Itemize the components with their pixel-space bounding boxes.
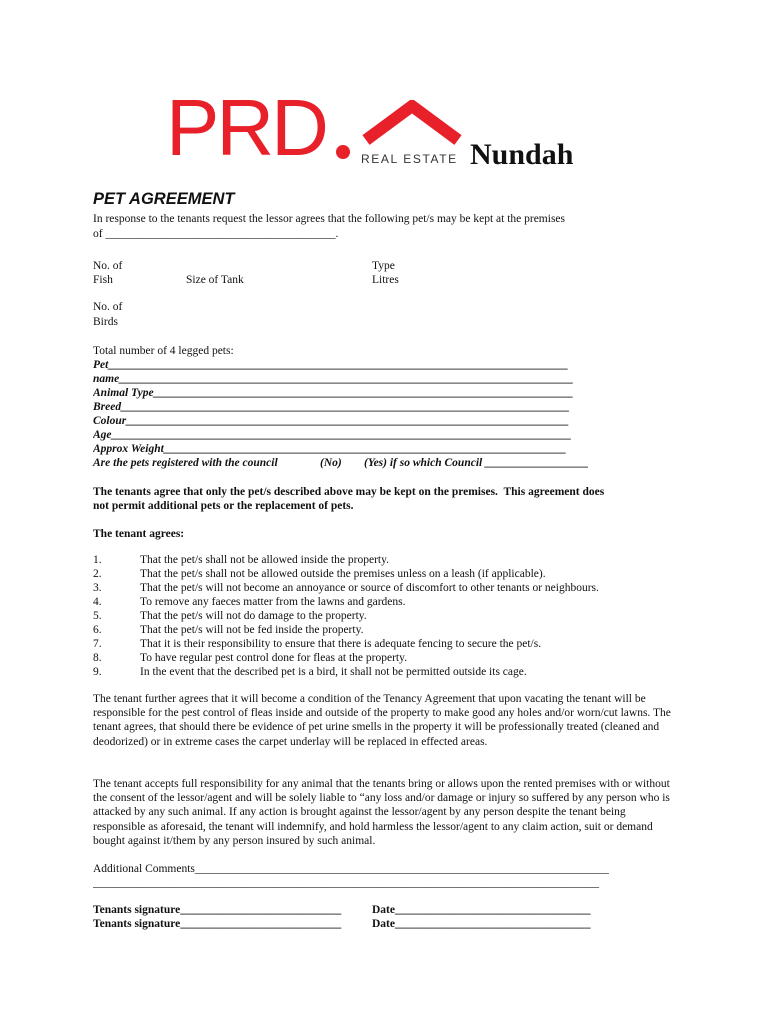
- list-item: That the pet/s shall not be allowed inside the property.: [140, 554, 389, 566]
- list-item-number: 2.: [93, 568, 102, 580]
- approx-weight-field[interactable]: Approx Weight______________________________________________________________________: [93, 443, 567, 455]
- list-item: In the event that the described pet is a bird, it shall not be permitted outside its cage.: [140, 666, 527, 678]
- tenant-signature-field[interactable]: Tenants signature____________________________: [93, 918, 342, 930]
- list-item: That the pet/s will not be fed inside the property.: [140, 624, 364, 636]
- pet-field[interactable]: Pet________________________________________________________________________________: [93, 359, 569, 371]
- birds-label: Birds: [93, 316, 118, 328]
- list-item: That the pet/s will not do damage to the property.: [140, 610, 367, 622]
- agreement-statement-line-1: The tenants agree that only the pet/s described above may be kept on the premises. This agreement does: [93, 486, 605, 498]
- age-field[interactable]: Age________________________________________________________________________________: [93, 429, 572, 441]
- list-item-number: 1.: [93, 554, 102, 566]
- list-item: To have regular pest control done for fleas at the property.: [140, 652, 407, 664]
- animal-type-field[interactable]: Animal Type_________________________________________________________________________: [93, 387, 574, 399]
- house-roof-icon: [360, 100, 470, 150]
- additional-comments-line[interactable]: ________________________________________________________________________________________: [93, 877, 599, 889]
- responsibility-paragraph: The tenant accepts full responsibility for any animal that the tenants bring or allows upon the rented premises with or without the consent of the lessor/agent and will be solely liable to “any loss and/or damage or injury so suffered by any person who is attacked by any such animal. If any action is brought against the lessor/agent by any person despite the tenant being responsible as aforesaid, the tenant will indemnify, and hold harmless the lessor/agent to any claim action, suit or demand bought against it/them by any person insured by such animal.: [93, 778, 670, 847]
- type-label: Type: [372, 260, 395, 272]
- additional-comments-field[interactable]: Additional Comments________________________________________________________________________: [93, 863, 609, 875]
- list-item-number: 4.: [93, 596, 102, 608]
- intro-line-2: of ________________________________________.: [93, 228, 339, 240]
- signature-date-field[interactable]: Date__________________________________: [372, 918, 591, 930]
- list-item-number: 7.: [93, 638, 102, 650]
- prd-logo-dot: [336, 145, 350, 159]
- registered-yes-council-field[interactable]: (Yes) if so which Council __________________: [364, 457, 589, 469]
- prd-logo-wordmark: PRD: [166, 83, 326, 172]
- tenant-signature-field[interactable]: Tenants signature____________________________: [93, 904, 342, 916]
- list-item-number: 5.: [93, 610, 102, 622]
- real-estate-label: REAL ESTATE: [361, 152, 458, 166]
- pest-control-paragraph: The tenant further agrees that it will become a condition of the Tenancy Agreement that upon vacating the tenant will be responsible for the pest control of fleas inside and outside of the property to make good any holes and/or worn/cut lawns. The tenant agrees, that should there be evidence of pet urine smells in the property it will be professionally treated (cleaned and deodorized) or in extreme cases the carpet underlay will be replaced in effected areas.: [93, 693, 671, 748]
- list-item: To remove any faeces matter from the lawns and gardens.: [140, 596, 406, 608]
- list-item: That the pet/s will not become an annoyance or source of discomfort to other tenants or neighbours.: [140, 582, 599, 594]
- agreement-statement-line-2: not permit additional pets or the replacement of pets.: [93, 500, 354, 512]
- list-item-number: 3.: [93, 582, 102, 594]
- list-item: That the pet/s shall not be allowed outside the premises unless on a leash (if applicable).: [140, 568, 546, 580]
- litres-label: Litres: [372, 274, 399, 286]
- tenant-agrees-heading: The tenant agrees:: [93, 528, 185, 540]
- list-item: That it is their responsibility to ensure that there is adequate fencing to secure the pet/s.: [140, 638, 542, 650]
- breed-field[interactable]: Breed______________________________________________________________________________: [93, 401, 570, 413]
- name-field[interactable]: name_______________________________________________________________________________: [93, 373, 574, 385]
- registered-question: Are the pets registered with the council: [93, 457, 278, 469]
- birds-no-of-label: No. of: [93, 301, 123, 313]
- colour-field[interactable]: Colour_____________________________________________________________________________: [93, 415, 569, 427]
- list-item-number: 6.: [93, 624, 102, 636]
- fish-label: Fish: [93, 274, 113, 286]
- list-item-number: 8.: [93, 652, 102, 664]
- branch-name: Nundah: [470, 138, 574, 171]
- fish-no-of-label: No. of: [93, 260, 123, 272]
- signature-date-field[interactable]: Date__________________________________: [372, 904, 591, 916]
- size-of-tank-label: Size of Tank: [186, 274, 244, 286]
- total-legged-pets-label: Total number of 4 legged pets:: [93, 345, 234, 357]
- list-item-number: 9.: [93, 666, 102, 678]
- page-title: PET AGREEMENT: [93, 190, 235, 208]
- intro-line-1: In response to the tenants request the lessor agrees that the following pet/s may be kept at the premises: [93, 213, 566, 225]
- registered-no-option[interactable]: (No): [320, 457, 342, 469]
